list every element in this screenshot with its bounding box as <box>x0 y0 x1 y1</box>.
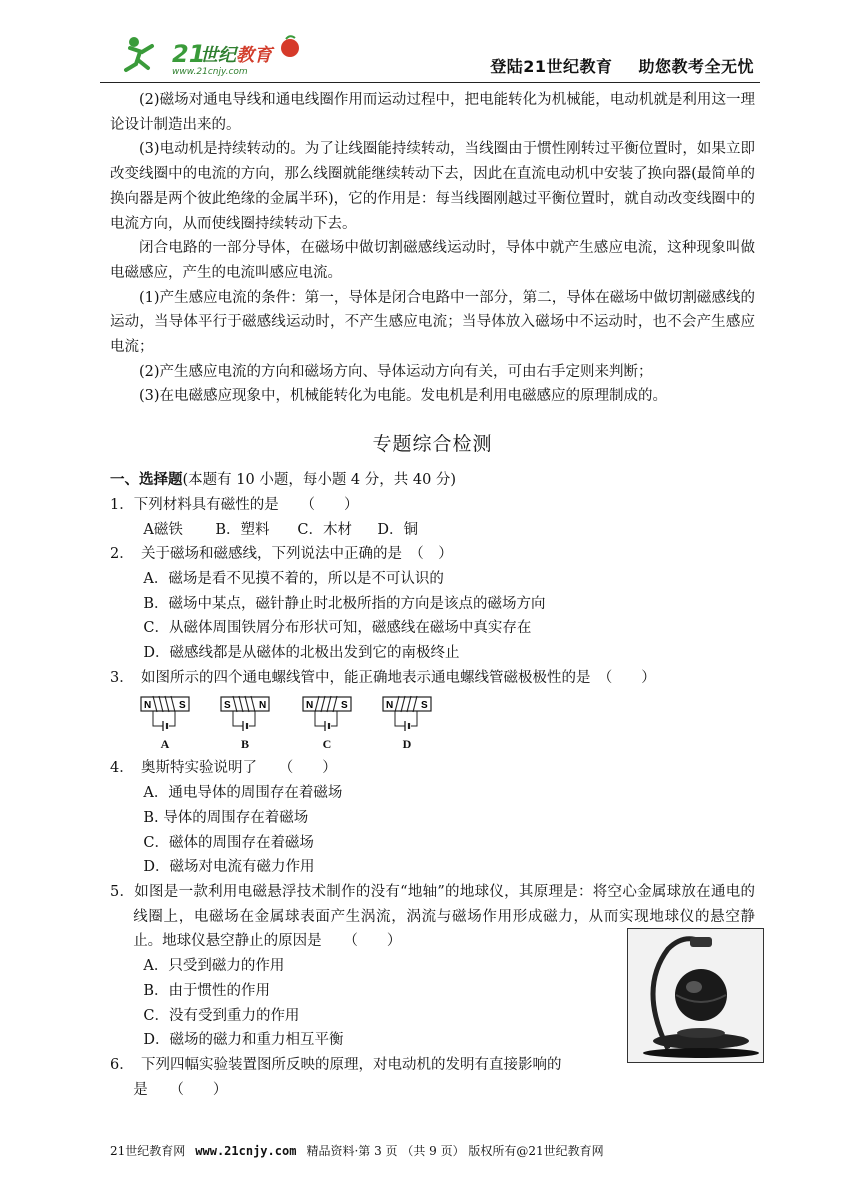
figure-label-c: C <box>322 737 332 752</box>
pole-left-d: N <box>386 700 394 712</box>
paragraph-commutator: (3)电动机是持续转动的。为了让线圈能持续转动，当线圈由于惯性刚转过平衡位置时，如果立即改变线圈中的电流的方向，那么线圈就能继续转动下去，因此在直流电动机中安装了换向器(最简单的换向器是两个彼此绝缘的金属半环)，它的作用是：每当线圈刚越过平衡位置时，就自动改变线圈中的电流方向，从而使线圈持续转动下去。 <box>110 141 755 232</box>
question-6-stem-cont: 是 （ ） <box>133 1081 228 1098</box>
solenoid-figure-a <box>135 694 195 752</box>
q2-option-c[interactable]: C．从磁体周围铁屑分布形状可知，磁感线在磁场中真实存在 <box>143 620 532 637</box>
q2-option-d[interactable]: D．磁感线都是从磁体的北极出发到它的南极终止 <box>143 645 460 662</box>
slogan-login[interactable]: 登陆21世纪教育 <box>490 57 613 76</box>
q5-option-c[interactable]: C．没有受到重力的作用 <box>143 1007 300 1024</box>
svg-text:21: 21 <box>172 40 206 68</box>
part-heading-note: (本题有 10 小题，每小题 4 分，共 40 分) <box>182 472 457 489</box>
svg-text:www.21cnjy.com: www.21cnjy.com <box>172 67 248 77</box>
svg-text:教育: 教育 <box>236 45 272 66</box>
question-3-stem: 3． 如图所示的四个通电螺线管中，能正确地表示通电螺线管磁极极性的是 （ ） <box>110 669 656 686</box>
paragraph-induction: 闭合电路的一部分导体，在磁场中做切割磁感线运动时，导体中就产生感应电流，这种现象叫做电磁感应，产生的电流叫感应电流。 <box>110 240 755 281</box>
pole-right-b: N <box>259 700 267 712</box>
pole-right-a: S <box>179 700 186 712</box>
paragraph-generator: (3)在电磁感应现象中，机械能转化为电能。发电机是利用电磁感应的原理制成的。 <box>139 388 668 405</box>
figure-label-a: A <box>160 737 170 752</box>
solenoid-figure-b <box>215 694 275 752</box>
footer-site: 21世纪教育网 <box>110 1144 186 1158</box>
pole-left-a: N <box>144 700 152 712</box>
q5-option-b[interactable]: B．由于惯性的作用 <box>143 982 270 999</box>
q1-option-b[interactable]: B．塑料 <box>215 521 270 538</box>
q5-option-a[interactable]: A．只受到磁力的作用 <box>143 958 285 975</box>
part-heading <box>110 468 755 493</box>
paragraph-induction-direction: (2)产生感应电流的方向和磁场方向、导体运动方向有关，可由右手定则来判断； <box>139 363 653 380</box>
question-2-stem: 2． 关于磁场和磁感线，下列说法中正确的是 （ ） <box>110 546 453 563</box>
solenoid-figure-c <box>297 694 357 752</box>
slogan-tagline: 助您教考全无忧 <box>638 57 754 76</box>
footer-page-info: 精品资料·第 3 页 （共 9 页） 版权所有@21世纪教育网 <box>306 1144 604 1158</box>
q4-option-c[interactable]: C．磁体的周围存在着磁场 <box>143 834 314 851</box>
q1-option-a[interactable]: A磁铁 <box>143 521 183 538</box>
paragraph-motor-energy: (2)磁场对通电导线和通电线圈作用而运动过程中，把电能转化为机械能，电动机就是利用这一理论设计制造出来的。 <box>110 92 755 133</box>
pole-right-c: S <box>341 700 348 712</box>
q2-option-a[interactable]: A．磁场是看不见摸不着的，所以是不可认识的 <box>143 570 444 587</box>
q5-option-d[interactable]: D．磁场的磁力和重力相互平衡 <box>143 1032 344 1049</box>
page-footer <box>110 1142 750 1159</box>
question-5-stem: 5．如图是一款利用电磁悬浮技术制作的没有“地轴”的地球仪，其原理是：将空心金属球放在通电的线圈上，电磁场在金属球表面产生涡流，涡流与磁场作用形成磁力，从而实现地球仪的悬空静止。地球仪悬空静止的原因是 （ ） <box>110 883 755 950</box>
page-header <box>100 30 760 83</box>
q1-option-c[interactable]: C．木材 <box>297 521 352 538</box>
header-slogan <box>490 54 754 77</box>
figure-label-d: D <box>402 737 412 752</box>
paragraph-induction-conditions: (1)产生感应电流的条件：第一，导体是闭合电路中一部分，第二，导体在磁场中做切割磁感线的运动，当导体平行于磁感线运动时，不产生感应电流；当导体放入磁场中不运动时，也不会产生感应电流； <box>110 289 755 356</box>
question-1-stem: 1．下列材料具有磁性的是 （ ） <box>110 496 359 513</box>
q4-option-b[interactable]: B. 导体的周围存在着磁场 <box>143 809 309 826</box>
part-heading-label: 一、选择题 <box>110 472 183 489</box>
question-1-options <box>110 518 755 543</box>
pole-left-c: N <box>306 700 314 712</box>
q2-option-b[interactable]: B．磁场中某点，磁针静止时北极所指的方向是该点的磁场方向 <box>143 595 546 612</box>
q4-option-d[interactable]: D．磁场对电流有磁力作用 <box>143 859 315 876</box>
q4-option-a[interactable]: A．通电导体的周围存在着磁场 <box>143 785 343 802</box>
section-title: 专题综合检测 <box>372 433 493 456</box>
levitating-globe-image <box>627 928 764 1063</box>
question-4-stem: 4． 奥斯特实验说明了 （ ） <box>110 760 337 777</box>
svg-text:世纪: 世纪 <box>200 45 236 66</box>
q1-option-d[interactable]: D．铜 <box>377 521 418 538</box>
solenoid-figure-d <box>377 694 437 752</box>
solenoid-figures <box>135 694 755 752</box>
pole-right-d: S <box>421 700 428 712</box>
question-6-stem: 6． 下列四幅实验装置图所反映的原理，对电动机的发明有直接影响的 <box>110 1056 562 1073</box>
footer-url-link[interactable]: www.21cnjy.com <box>195 1144 297 1158</box>
pole-left-b: S <box>224 700 231 712</box>
figure-label-b: B <box>240 737 249 752</box>
site-logo[interactable] <box>112 30 312 80</box>
